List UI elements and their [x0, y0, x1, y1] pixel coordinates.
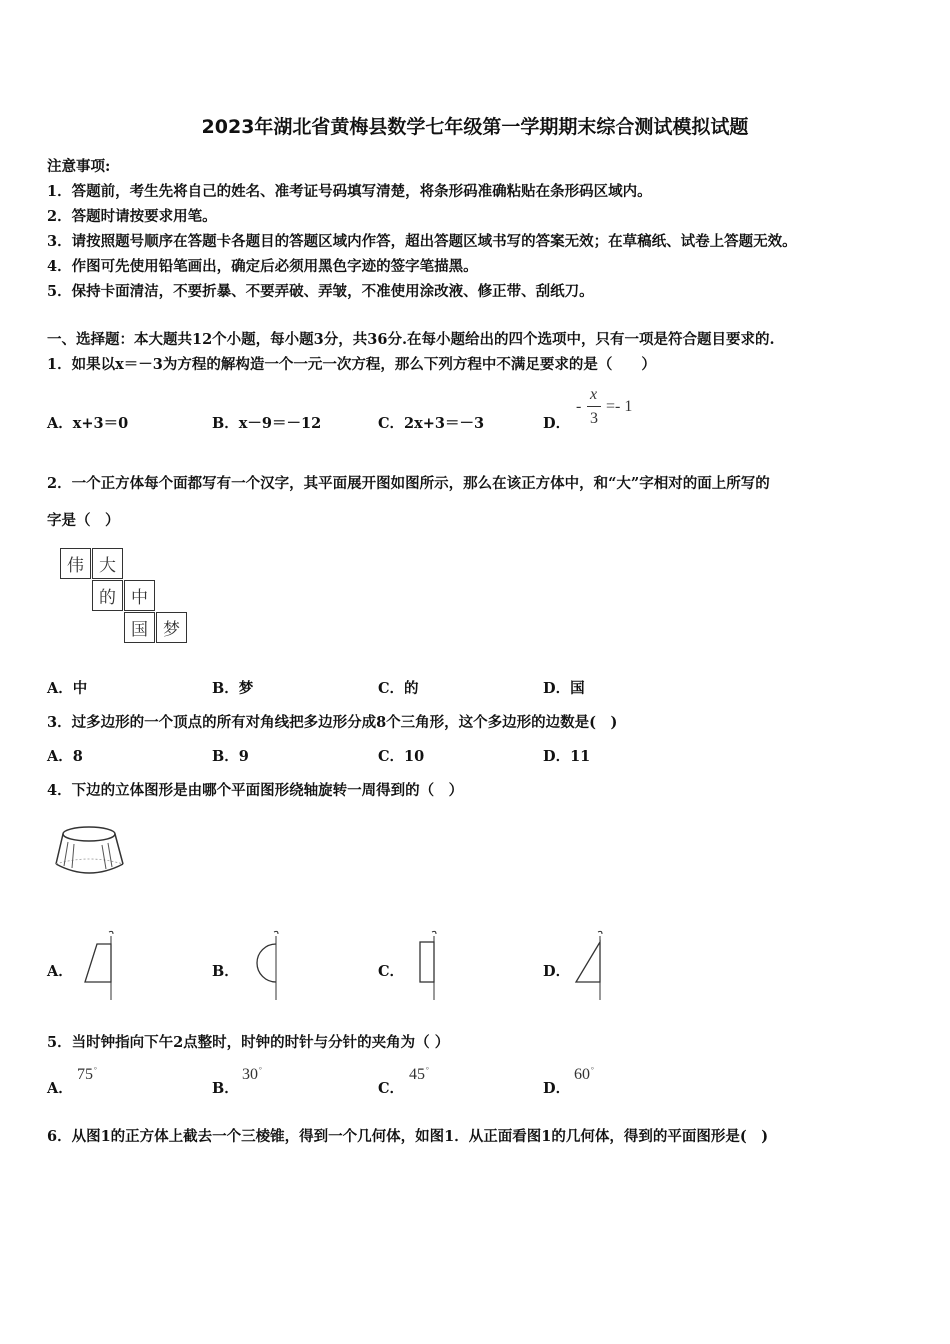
q3-option-b[interactable]: B．9: [212, 748, 249, 765]
q5-c-value: [409, 1066, 429, 1084]
degree-symbol: °: [94, 1066, 97, 1074]
question-3-stem: 3．过多边形的一个顶点的所有对角线把多边形分成8个三角形，这个多边形的边数是( ): [47, 714, 618, 731]
question-2-stem-line1: 2．一个正方体每个面都写有一个汉字，其平面展开图如图所示，那么在该正方体中，和“大”字相对的面上所写的: [47, 475, 770, 492]
q5-a-number: 75: [77, 1066, 93, 1083]
q3-option-d[interactable]: D．11: [543, 748, 591, 765]
rectangle-shape-option-c: [410, 928, 450, 1003]
q4-option-c[interactable]: C．: [378, 963, 405, 980]
q5-b-value: [242, 1066, 262, 1084]
question-5-stem: 5．当时钟指向下午2点整时，时钟的时针与分针的夹角为（ ）: [47, 1034, 450, 1051]
net-cell: 的: [92, 580, 123, 611]
degree-symbol: °: [591, 1066, 594, 1074]
net-cell: 中: [124, 580, 155, 611]
question-4-stem: 4．下边的立体图形是由哪个平面图形绕轴旋转一周得到的（ ）: [47, 782, 464, 799]
frustum-figure: [50, 820, 130, 880]
q5-option-a[interactable]: A．: [47, 1080, 73, 1097]
notice-item: 1．答题前，考生先将自己的姓名、准考证号码填写清楚，将条形码准确粘贴在条形码区域内。: [47, 183, 652, 200]
trapezoid-shape-option-a: [80, 928, 120, 1003]
question-2-stem-line2: 字是（ ）: [47, 512, 120, 529]
q3-option-c[interactable]: C．10: [378, 748, 425, 765]
q2-option-a[interactable]: A．中: [47, 680, 88, 697]
q1-option-a[interactable]: A．x+3＝0: [47, 415, 129, 432]
notice-item: 3．请按照题号顺序在答题卡各题目的答题区域内作答，超出答题区域书写的答案无效；在草稿纸、试卷上答题无效。: [47, 233, 797, 250]
q4-option-a[interactable]: A．: [47, 963, 73, 980]
q4-option-b[interactable]: B．: [212, 963, 239, 980]
fraction-bar: [587, 406, 601, 407]
question-6-stem: 6．从图1的正方体上截去一个三棱锥，得到一个几何体，如图1．从正面看图1的几何体，得到的平面图形是( ): [47, 1128, 769, 1145]
notice-heading: 注意事项:: [47, 158, 111, 175]
degree-symbol: °: [426, 1066, 429, 1074]
semicircle-shape-option-b: [250, 928, 290, 1003]
q5-d-value: [574, 1066, 594, 1084]
q2-option-b[interactable]: B．梦: [212, 680, 254, 697]
notice-item: 5．保持卡面清洁，不要折暴、不要弄破、弄皱，不准使用涂改液、修正带、刮纸刀。: [47, 283, 594, 300]
question-1-stem: 1．如果以x＝－3为方程的解构造一个一元一次方程，那么下列方程中不满足要求的是（ ）: [47, 356, 656, 373]
q2-option-c[interactable]: C．的: [378, 680, 419, 697]
q1-option-d[interactable]: D．: [543, 415, 571, 432]
q5-a-value: [77, 1066, 97, 1084]
q5-c-number: 45: [409, 1066, 425, 1083]
q2-option-d[interactable]: D．国: [543, 680, 585, 697]
q1-option-c[interactable]: C．2x+3＝－3: [378, 415, 485, 432]
degree-symbol: °: [259, 1066, 262, 1074]
q4-option-d[interactable]: D．: [543, 963, 571, 980]
q1-d-denominator: 3: [590, 410, 598, 427]
q1-d-numerator: x: [590, 386, 598, 403]
q5-option-c[interactable]: C．: [378, 1080, 405, 1097]
q3-option-a[interactable]: A．8: [47, 748, 83, 765]
page-title: 2023年湖北省黄梅县数学七年级第一学期期末综合测试模拟试题: [201, 116, 749, 138]
q5-option-b[interactable]: B．: [212, 1080, 239, 1097]
q1-d-rhs: =- 1: [606, 398, 633, 415]
q1-option-b[interactable]: B．x－9＝－12: [212, 415, 322, 432]
q5-option-d[interactable]: D．: [543, 1080, 571, 1097]
net-cell: 国: [124, 612, 155, 643]
notice-item: 4．作图可先使用铅笔画出，确定后必须用黑色字迹的签字笔描黑。: [47, 258, 478, 275]
q1-d-minus: -: [576, 398, 582, 415]
section-heading: 一、选择题：本大题共12个小题，每小题3分，共36分.在每小题给出的四个选项中，只有一项是符合题目要求的.: [47, 331, 775, 348]
net-cell: 伟: [60, 548, 91, 579]
q5-d-number: 60: [574, 1066, 590, 1083]
net-cell: 梦: [156, 612, 187, 643]
net-cell: 大: [92, 548, 123, 579]
triangle-shape-option-d: [572, 928, 612, 1003]
q5-b-number: 30: [242, 1066, 258, 1083]
notice-item: 2．答题时请按要求用笔。: [47, 208, 217, 225]
